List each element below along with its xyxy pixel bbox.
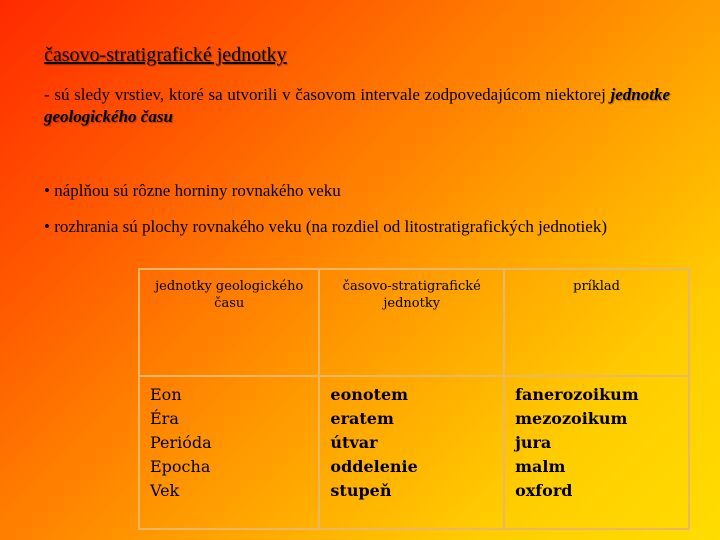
- list-item: útvar: [330, 433, 378, 452]
- column-header: príklad: [504, 269, 689, 376]
- bullet-item: • rozhrania sú plochy rovnakého veku (na rozdiel od litostratigrafických jednotiek): [44, 217, 607, 236]
- list-item: stupeň: [330, 481, 392, 500]
- list-item: malm: [515, 457, 566, 476]
- column-header: jednotky geologického času: [139, 269, 319, 376]
- geologic-time-units-cell: [139, 376, 319, 529]
- list-item: jura: [515, 433, 552, 452]
- list-item: Éra: [150, 409, 179, 428]
- list-item: Perióda: [150, 433, 212, 452]
- list-item: fanerozoikum: [515, 385, 639, 404]
- list-item: Epocha: [150, 457, 211, 476]
- table-header-row: [139, 269, 689, 376]
- definition-text: - sú sledy vrstiev, ktoré sa utvorili v časovom intervale zodpovedajúcom niektorej: [44, 85, 611, 104]
- slide-title: časovo-stratigrafické jednotky: [44, 44, 287, 66]
- definition-paragraph: [44, 84, 670, 128]
- list-item: eratem: [330, 409, 394, 428]
- list-item: Vek: [150, 481, 180, 500]
- bullet-item: • náplňou sú rôzne horniny rovnakého veku: [44, 181, 341, 200]
- list-item: oddelenie: [330, 457, 418, 476]
- chronostratigraphic-units-cell: [319, 376, 504, 529]
- list-item: eonotem: [330, 385, 409, 404]
- units-table: [138, 268, 690, 530]
- example-cell: [504, 376, 689, 529]
- column-header: časovo-stratigrafické jednotky: [319, 269, 504, 376]
- table-row: [139, 376, 689, 529]
- definition-emphasis: jednotke geologického času: [44, 85, 670, 126]
- list-item: Eon: [150, 385, 182, 404]
- list-item: oxford: [515, 481, 573, 500]
- list-item: mezozoikum: [515, 409, 628, 428]
